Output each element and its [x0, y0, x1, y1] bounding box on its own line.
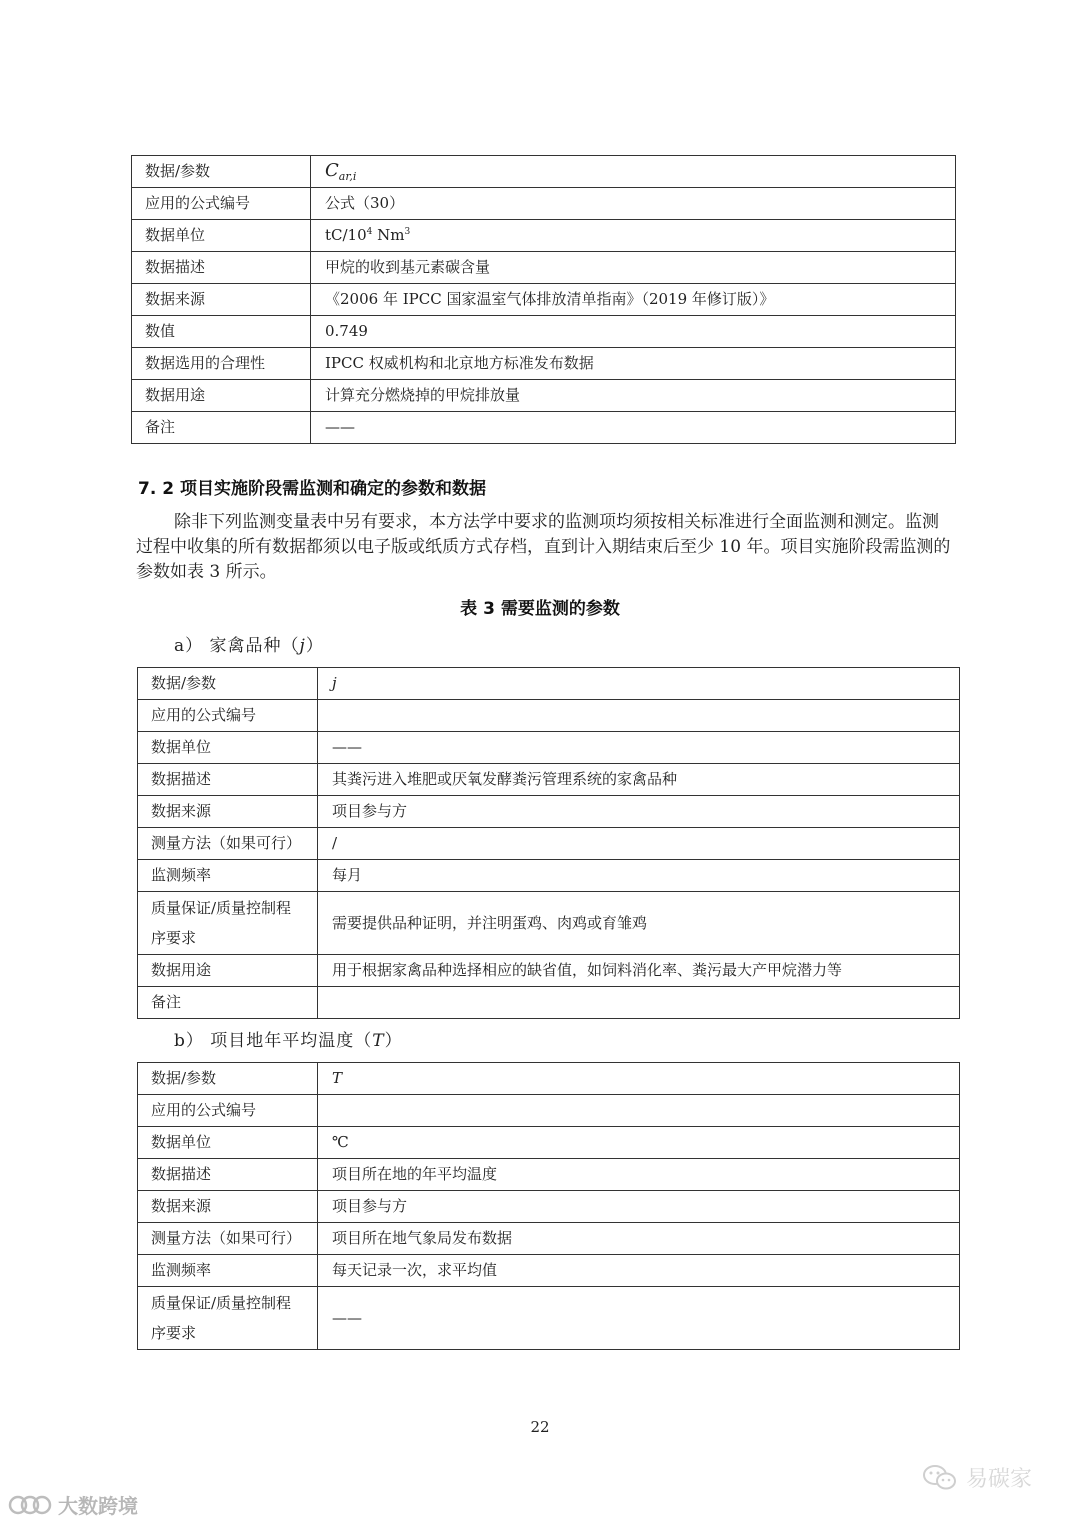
row-label: 数据用途 — [132, 380, 311, 412]
table-row — [138, 955, 960, 987]
table-row — [138, 796, 960, 828]
section-heading: 7. 2 项目实施阶段需监测和确定的参数和数据 — [138, 479, 486, 499]
row-label: 数据描述 — [132, 252, 311, 284]
table-row — [132, 380, 956, 412]
watermark-left-text: 大数跨境 — [58, 1494, 138, 1518]
row-value: 项目所在地的年平均温度 — [318, 1159, 960, 1191]
row-label: 质量保证/质量控制程序要求 — [138, 1287, 318, 1350]
row-value: 需要提供品种证明，并注明蛋鸡、肉鸡或育雏鸡 — [318, 892, 960, 955]
row-label: 应用的公式编号 — [132, 188, 311, 220]
table-row — [132, 284, 956, 316]
table-row — [132, 252, 956, 284]
row-value: 项目参与方 — [318, 1191, 960, 1223]
row-label: 数据单位 — [132, 220, 311, 252]
table-row — [138, 892, 960, 955]
row-label: 数据/参数 — [138, 1063, 318, 1095]
table-row — [138, 828, 960, 860]
row-label: 数据描述 — [138, 1159, 318, 1191]
row-value: 项目参与方 — [318, 796, 960, 828]
watermark-left — [8, 1490, 138, 1519]
row-value: 甲烷的收到基元素碳含量 — [311, 252, 956, 284]
row-label: 数据选用的合理性 — [132, 348, 311, 380]
row-value: 每天记录一次，求平均值 — [318, 1255, 960, 1287]
row-label: 数值 — [132, 316, 311, 348]
row-label: 数据/参数 — [132, 156, 311, 188]
row-value-unit: $tC/10^4$ Nm$^3$ — [311, 220, 956, 252]
page-number: 22 — [530, 1418, 550, 1436]
row-label: 监测频率 — [138, 860, 318, 892]
row-label: 测量方法（如果可行） — [138, 828, 318, 860]
row-value: —— — [311, 412, 956, 444]
row-label: 数据用途 — [138, 955, 318, 987]
table-annual-temperature — [137, 1062, 960, 1350]
wechat-icon — [922, 1463, 958, 1493]
table-caption: 表 3 需要监测的参数 — [460, 599, 620, 619]
row-label: 应用的公式编号 — [138, 700, 318, 732]
row-label: 数据来源 — [138, 796, 318, 828]
row-label: 测量方法（如果可行） — [138, 1223, 318, 1255]
table-row — [138, 860, 960, 892]
row-value: T — [318, 1063, 960, 1095]
row-label: 数据单位 — [138, 732, 318, 764]
row-value: j — [318, 668, 960, 700]
row-label: 数据来源 — [138, 1191, 318, 1223]
row-value: 每月 — [318, 860, 960, 892]
table-emission-param — [131, 155, 956, 444]
table-row — [138, 700, 960, 732]
row-label: 数据描述 — [138, 764, 318, 796]
table-row — [138, 732, 960, 764]
table-row — [138, 1255, 960, 1287]
table-row — [132, 412, 956, 444]
row-value: —— — [318, 1287, 960, 1350]
watermark-right-text: 易碳家 — [966, 1467, 1033, 1492]
table-row — [138, 1095, 960, 1127]
row-label: 质量保证/质量控制程序要求 — [138, 892, 318, 955]
row-label: 数据单位 — [138, 1127, 318, 1159]
table-row — [138, 1287, 960, 1350]
chain-logo-icon — [8, 1493, 52, 1517]
row-value: 0.749 — [311, 316, 956, 348]
row-value: 计算充分燃烧掉的甲烷排放量 — [311, 380, 956, 412]
table-row — [138, 1223, 960, 1255]
row-label: 数据/参数 — [138, 668, 318, 700]
table-row — [138, 1159, 960, 1191]
row-value: 其粪污进入堆肥或厌氧发酵粪污管理系统的家禽品种 — [318, 764, 960, 796]
table-row — [132, 220, 956, 252]
subheading-b: b） 项目地年平均温度（T） — [174, 1031, 403, 1051]
row-label: 备注 — [132, 412, 311, 444]
row-value: / — [318, 828, 960, 860]
row-value — [318, 700, 960, 732]
row-value: 公式（30） — [311, 188, 956, 220]
table-row — [138, 1191, 960, 1223]
table-row — [138, 668, 960, 700]
watermark-right — [922, 1462, 1032, 1493]
row-value — [318, 1095, 960, 1127]
table-poultry-breed — [137, 667, 960, 1019]
table-row — [138, 764, 960, 796]
row-value: 项目所在地气象局发布数据 — [318, 1223, 960, 1255]
row-label: 应用的公式编号 — [138, 1095, 318, 1127]
row-value — [318, 987, 960, 1019]
row-value-param: $C_{ar,i}$ — [311, 156, 956, 188]
row-value: —— — [318, 732, 960, 764]
row-label: 备注 — [138, 987, 318, 1019]
row-label: 数据来源 — [132, 284, 311, 316]
table-row — [138, 1063, 960, 1095]
table-row — [132, 348, 956, 380]
table-row — [132, 188, 956, 220]
table-row — [132, 316, 956, 348]
subheading-a: a） 家禽品种（j） — [174, 636, 324, 656]
table-row — [132, 156, 956, 188]
table-row — [138, 1127, 960, 1159]
row-value: ℃ — [318, 1127, 960, 1159]
row-value: IPCC 权威机构和北京地方标准发布数据 — [311, 348, 956, 380]
table-row — [138, 987, 960, 1019]
section-paragraph: 除非下列监测变量表中另有要求，本方法学中要求的监测项均须按相关标准进行全面监测和测定。监测过程中收集的所有数据都须以电子版或纸质方式存档，直到计入期结束后至少 10 年。项目实施阶段需监测的参数如表 3 所示。 — [136, 512, 951, 582]
row-value: 《2006 年 IPCC 国家温室气体排放清单指南》（2019 年修订版）》 — [311, 284, 956, 316]
row-label: 监测频率 — [138, 1255, 318, 1287]
row-value: 用于根据家禽品种选择相应的缺省值，如饲料消化率、粪污最大产甲烷潜力等 — [318, 955, 960, 987]
